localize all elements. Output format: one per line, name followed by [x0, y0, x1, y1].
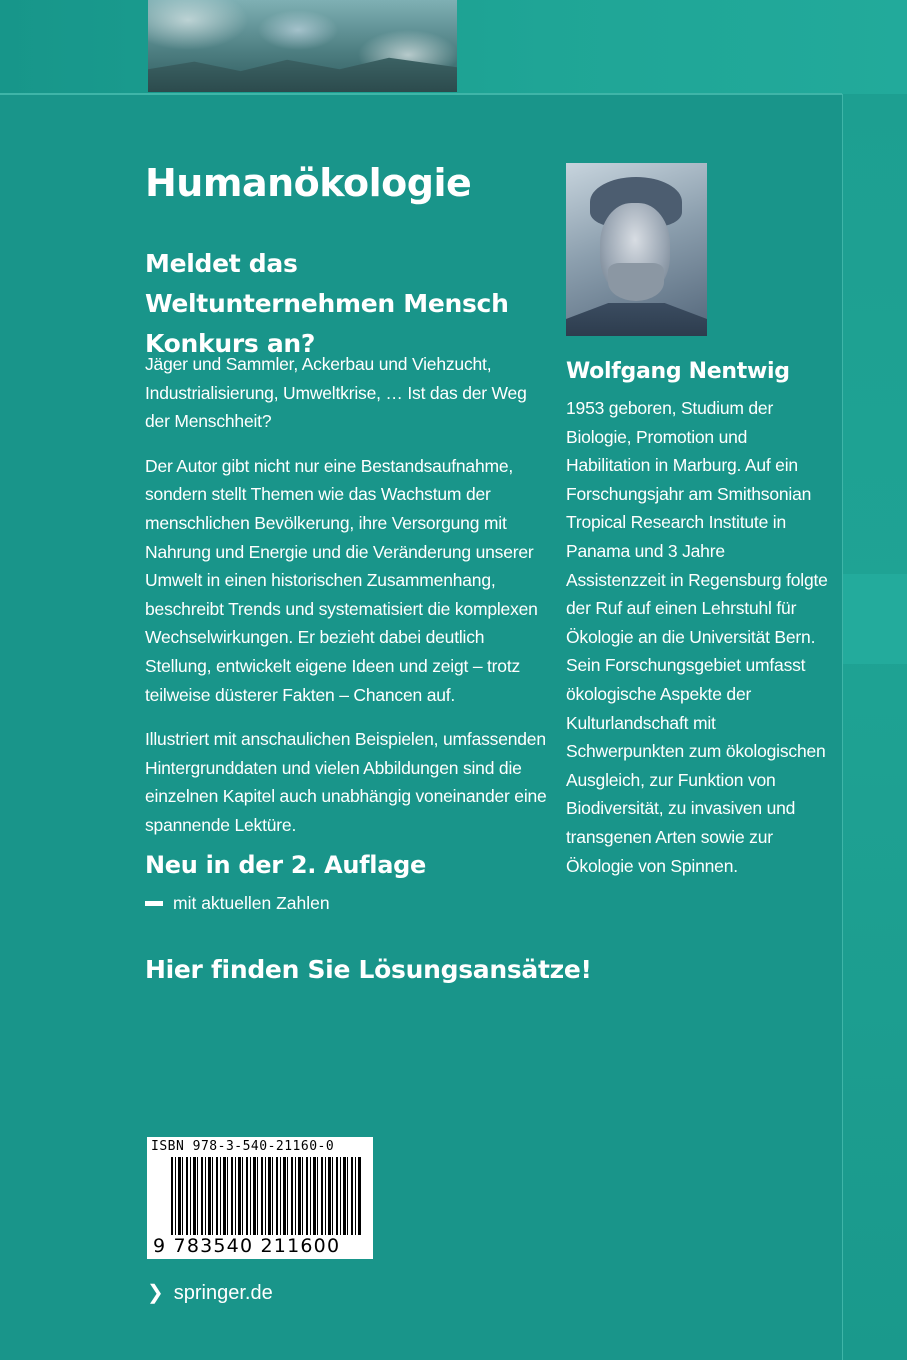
new-edition-heading: Neu in der 2. Auflage	[145, 851, 426, 879]
blurb-paragraph-2: Der Autor gibt nicht nur eine Bestandsaufnahme, sondern stellt Themen wie das Wachstum der menschlichen Bevölkerung, ihre Versorgung mit Nahrung und Energie und die Veränderung unserer Umwelt in einen historischen Zusammenhang, beschreibt Trends und systematisiert die komplexen Wechselwirkungen. Er bezieht dabei deutlich Stellung, entwickelt eigene Ideen und zeigt – trotz teilweise düsterer Fakten – Chancen auf.	[145, 455, 538, 705]
new-edition-item	[145, 889, 330, 917]
right-edge-band	[842, 94, 907, 1360]
isbn-barcode	[147, 1137, 373, 1259]
portrait-beard	[608, 263, 664, 301]
author-name: Wolfgang Nentwig	[566, 359, 790, 384]
closing-line: Hier finden Sie Lösungsansätze!	[145, 955, 592, 984]
right-edge-stripe	[843, 574, 907, 664]
author-portrait	[566, 163, 707, 336]
dash-bullet-icon	[145, 901, 163, 906]
new-edition-item-label: mit aktuellen Zahlen	[173, 893, 330, 913]
barcode-bars	[171, 1157, 361, 1235]
chevron-right-icon: ❯	[147, 1282, 164, 1304]
barcode-digits: 9 783540 211600	[153, 1235, 341, 1257]
blurb-paragraph-1: Jäger und Sammler, Ackerbau und Viehzucht, Industrialisierung, Umweltkrise, … Ist das der Weg der Menschheit?	[145, 354, 527, 432]
blurb	[145, 350, 550, 856]
book-subtitle: Meldet das Weltunternehmen Mensch Konkurs an?	[145, 249, 509, 358]
isbn-label: ISBN 978-3-540-21160-0	[151, 1139, 335, 1154]
cover-photo-strip	[148, 0, 457, 92]
author-bio: 1953 geboren, Studium der Biologie, Promotion und Habilitation in Marburg. Auf ein Forschungsjahr am Smithsonian Tropical Research Institute in Panama und 3 Jahre Assistenzzeit in Regensburg folgte der Ruf auf einen Lehrstuhl für Ökologie an die Universität Bern. Sein Forschungsgebiet umfasst ökologische Aspekte der Kulturlandschaft mit Schwerpunkten zum ökologischen Ausgleich, zur Funktion von Biodiversität, zu invasiven und transgenen Arten sowie zur Ökologie von Spinnen.	[566, 398, 828, 876]
book-title: Humanökologie	[145, 161, 472, 205]
publisher-link[interactable]	[147, 1278, 273, 1308]
portrait-shirt	[566, 303, 707, 336]
blurb-paragraph-3: Illustriert mit anschaulichen Beispielen, umfassenden Hintergrunddaten und vielen Abbildungen sind die einzelnen Kapitel auch unabhängig voneinander eine spannende Lektüre.	[145, 729, 547, 835]
divider-line	[0, 93, 842, 95]
publisher-link-label: springer.de	[173, 1282, 273, 1304]
rooftops-silhouette	[148, 54, 457, 92]
